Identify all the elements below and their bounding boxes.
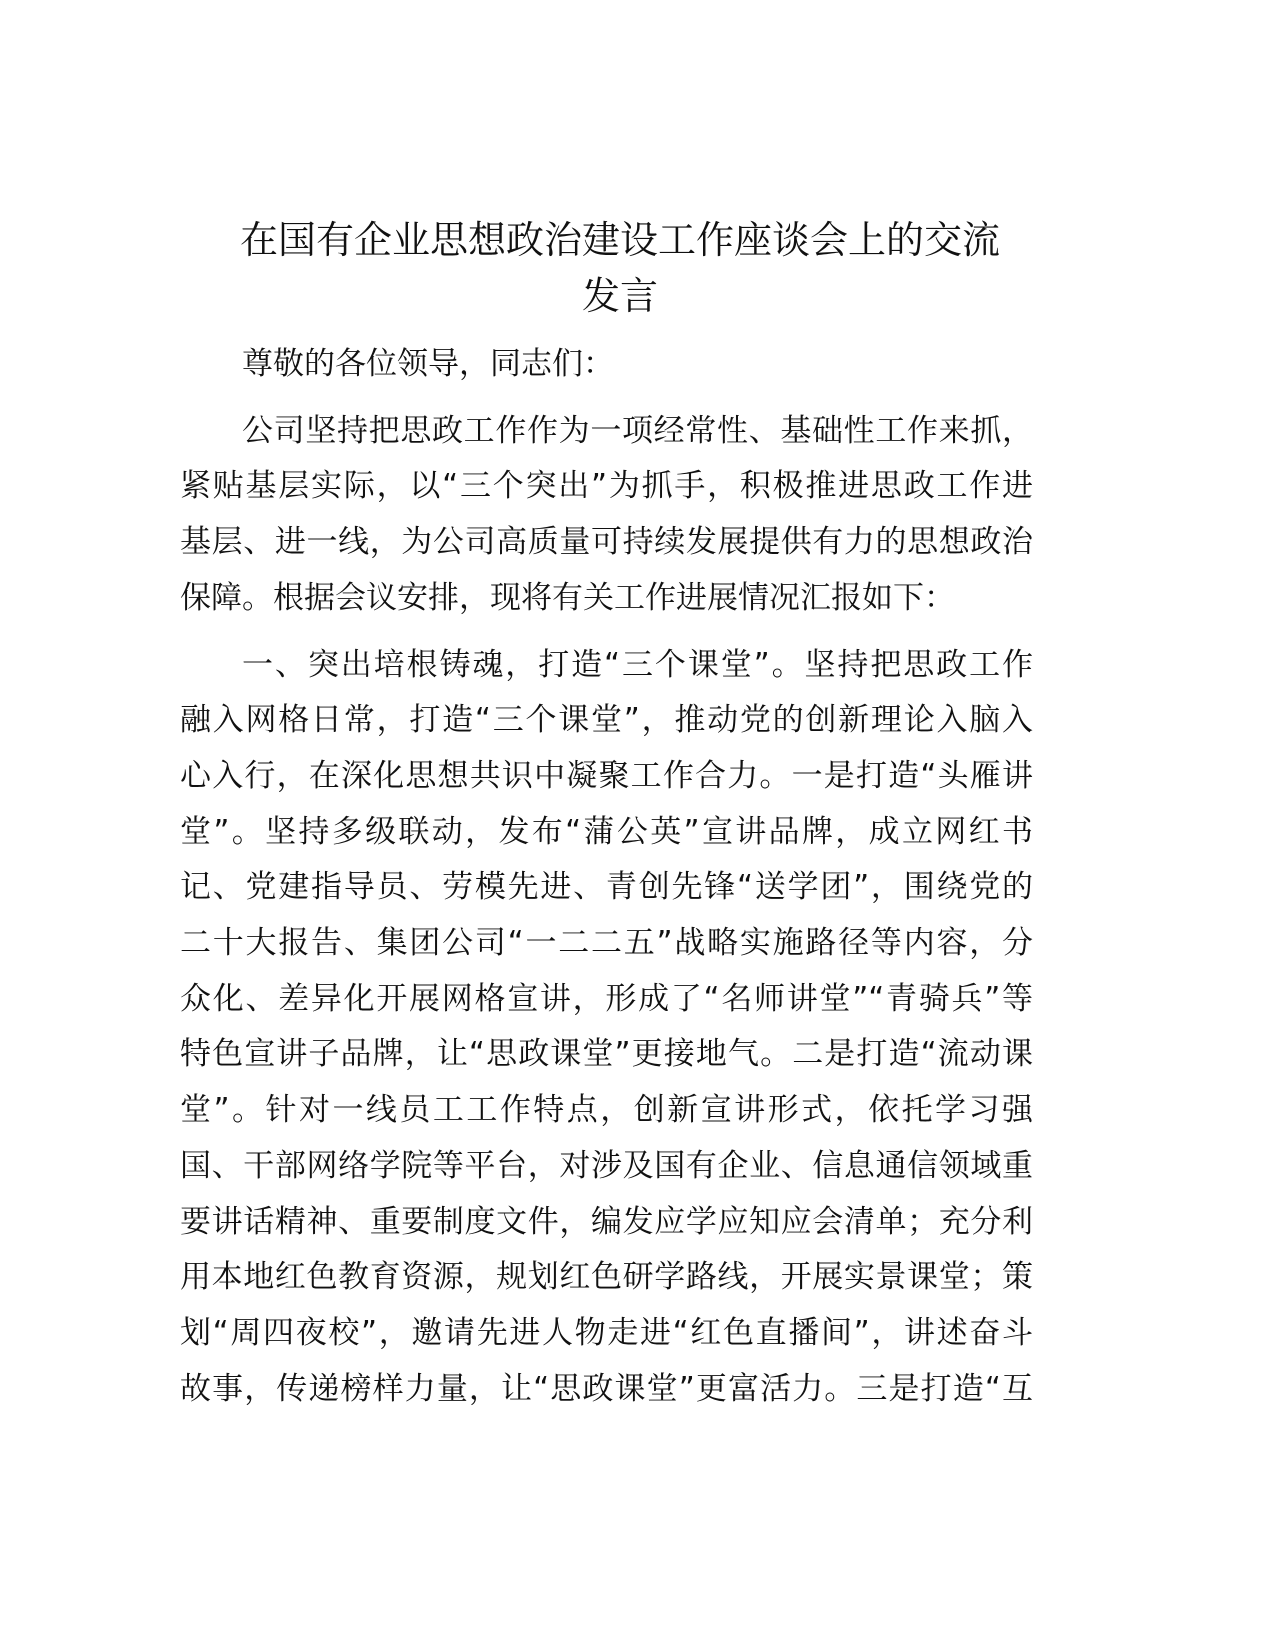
title-line: 在国有企业思想政治建设工作座谈会上的交流 (239, 218, 1000, 262)
text-line: 要讲话精神、重要制度文件，编发应学应知应会清单；充分利 (180, 1203, 1033, 1240)
text-line: 保障。根据会议安排，现将有关工作进展情况汇报如下： (180, 579, 955, 616)
text-line: 划“周四夜校”，邀请先进人物走进“红色直播间”，讲述奋斗 (180, 1314, 1033, 1351)
text-line: 堂”。针对一线员工工作特点，创新宣讲形式，依托学习强 (180, 1092, 1033, 1129)
text-line: 堂”。坚持多级联动，发布“蒲公英”宣讲品牌，成立网红书 (180, 813, 1033, 850)
text-line: 二十大报告、集团公司“一二二五”战略实施路径等内容，分 (180, 925, 1033, 962)
text-line: 公司坚持把思政工作作为一项经常性、基础性工作来抓， (242, 412, 1033, 449)
title-line: 发言 (581, 274, 658, 318)
text-line: 紧贴基层实际，以“三个突出”为抓手，积极推进思政工作进 (180, 468, 1033, 505)
text-line: 国、干部网络学院等平台，对涉及国有企业、信息通信领域重 (180, 1147, 1033, 1184)
document-body (180, 337, 1033, 1417)
text-line: 一、突出培根铸魂，打造“三个课堂”。坚持把思政工作 (242, 646, 1033, 683)
text-line: 融入网格日常，打造“三个课堂”，推动党的创新理论入脑入 (180, 702, 1033, 739)
paragraph (180, 638, 1033, 1418)
text-line: 基层、进一线，为公司高质量可持续发展提供有力的思想政治 (180, 524, 1033, 561)
document-title (180, 212, 1060, 324)
text-line: 记、党建指导员、劳模先进、青创先锋“送学团”，围绕党的 (180, 869, 1033, 906)
text-line: 心入行，在深化思想共识中凝聚工作合力。一是打造“头雁讲 (180, 757, 1033, 794)
text-line: 故事，传递榜样力量，让“思政课堂”更富活力。三是打造“互 (180, 1370, 1033, 1407)
salutation (180, 337, 1033, 393)
text-line: 用本地红色教育资源，规划红色研学路线，开展实景课堂；策 (180, 1259, 1033, 1296)
text-line: 众化、差异化开展网格宣讲，形成了“名师讲堂”“青骑兵”等 (180, 980, 1033, 1017)
paragraph (180, 404, 1033, 627)
text-line: 特色宣讲子品牌，让“思政课堂”更接地气。二是打造“流动课 (180, 1036, 1033, 1073)
text-line: 尊敬的各位领导，同志们： (242, 346, 614, 382)
